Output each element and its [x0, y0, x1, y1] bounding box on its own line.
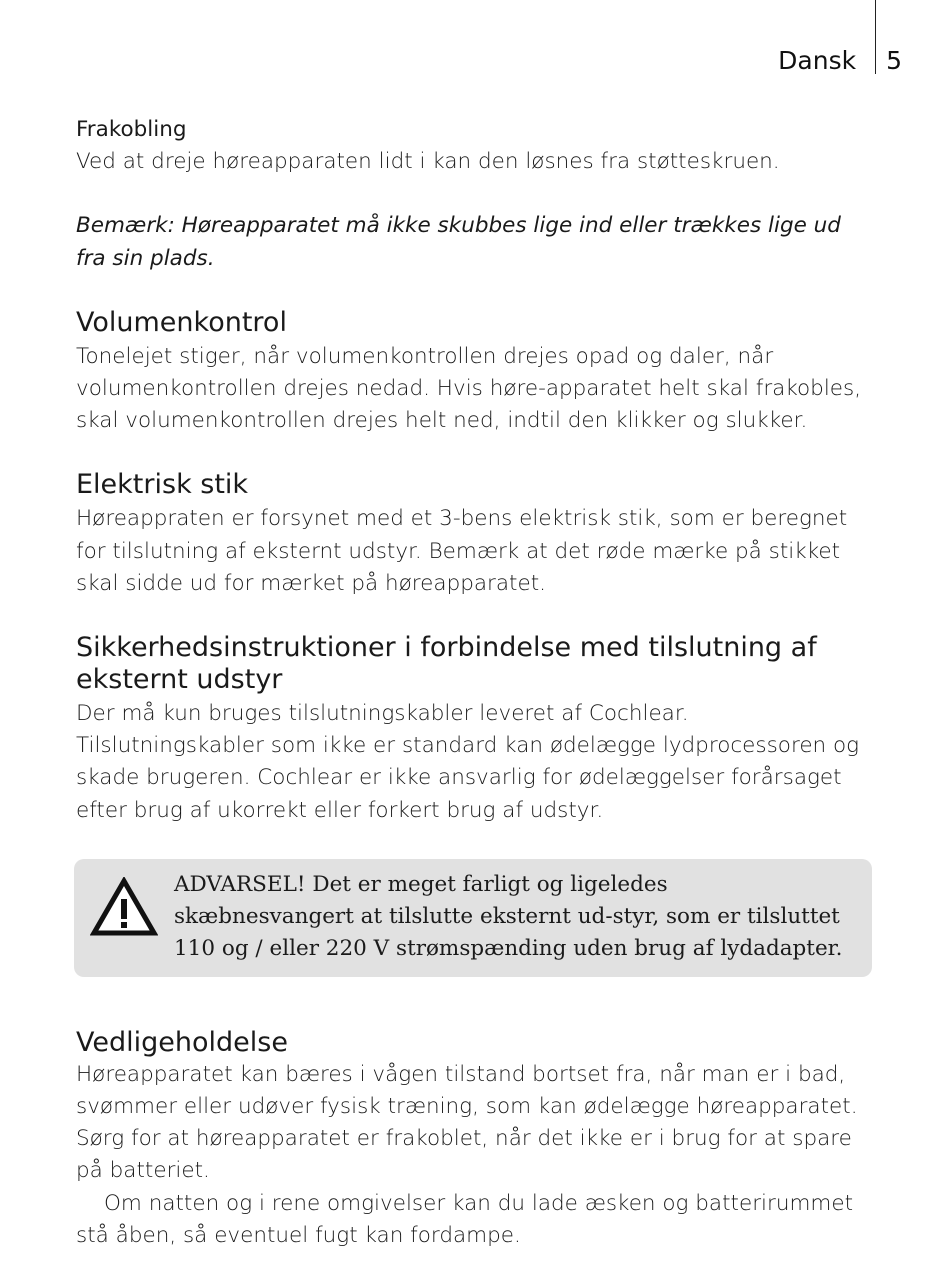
elektrisk-stik-heading: Elektrisk stik [76, 469, 249, 501]
page-content [76, 114, 876, 1252]
frakobling-text: Ved at dreje høreapparaten lidt i kan den løsnes fra støtteskruen. [76, 149, 780, 175]
note-text: Bemærk: Høreapparatet må ikke skubbes lige ind eller trækkes lige ud fra sin plads. [76, 213, 841, 271]
section-elektrisk-stik [76, 469, 876, 600]
sikkerhed-heading: Sikkerhedsinstruktioner i forbindelse med tilslutning af eksternt udstyr [76, 632, 817, 696]
volumenkontrol-heading: Volumenkontrol [76, 306, 287, 338]
language-label: Dansk [778, 46, 857, 75]
page-header [778, 46, 902, 75]
header-divider [875, 0, 877, 74]
elektrisk-stik-text: Høreappraten er forsynet med et 3-bens elektrisk stik, som er beregnet for tilslutning af eksternt udstyr. Bemærk at det røde mærke på stikket skal sidde ud for mærket på høreapparatet. [76, 506, 848, 596]
section-vedligeholdelse [76, 1027, 876, 1252]
section-frakobling [76, 114, 876, 178]
warning-text: ADVARSEL! Det er meget farligt og ligeledes skæbnesvangert at tilslutte eksternt ud-styr, som er tilsluttet 110 og / eller 220 V strømspænding uden brug af lydadapter. [174, 871, 843, 961]
vedligeholdelse-text-2: Om natten og i rene omgivelser kan du lade æsken og batterirummet stå åben, så eventuel fugt kan fordampe. [76, 1190, 854, 1248]
section-sikkerhed [76, 632, 876, 827]
volumenkontrol-text: Tonelejet stiger, når volumenkontrollen drejes opad og daler, når volumenkontrollen drejes nedad. Hvis høre-apparatet helt skal frakobles, skal volumenkontrollen drejes helt ned, indtil den klikker og slukker. [76, 343, 862, 434]
warning-box [74, 859, 872, 977]
frakobling-title: Frakobling [76, 117, 187, 142]
warning-triangle-icon [74, 869, 174, 937]
vedligeholdelse-heading: Vedligeholdelse [76, 1026, 288, 1058]
section-volumenkontrol [76, 307, 876, 438]
vedligeholdelse-text-1: Høreapparatet kan bæres i vågen tilstand bortset fra, når man er i bad, svømmer eller udøver fysisk træning, som kan ødelægge høreapparatet. Sørg for at høreapparatet er frakoblet, når det ikke er i brug for at spare på batteriet. [76, 1061, 858, 1184]
sikkerhed-text: Der må kun bruges tilslutningskabler leveret af Cochlear. Tilslutningskabler som ikke er standard kan ødelægge lydprocessoren og skade brugeren. Cochlear er ikke ansvarlig for ødelæggelser forårsaget efter brug af ukorrekt eller forkert brug af udstyr. [76, 701, 860, 823]
page-number: 5 [886, 46, 902, 75]
